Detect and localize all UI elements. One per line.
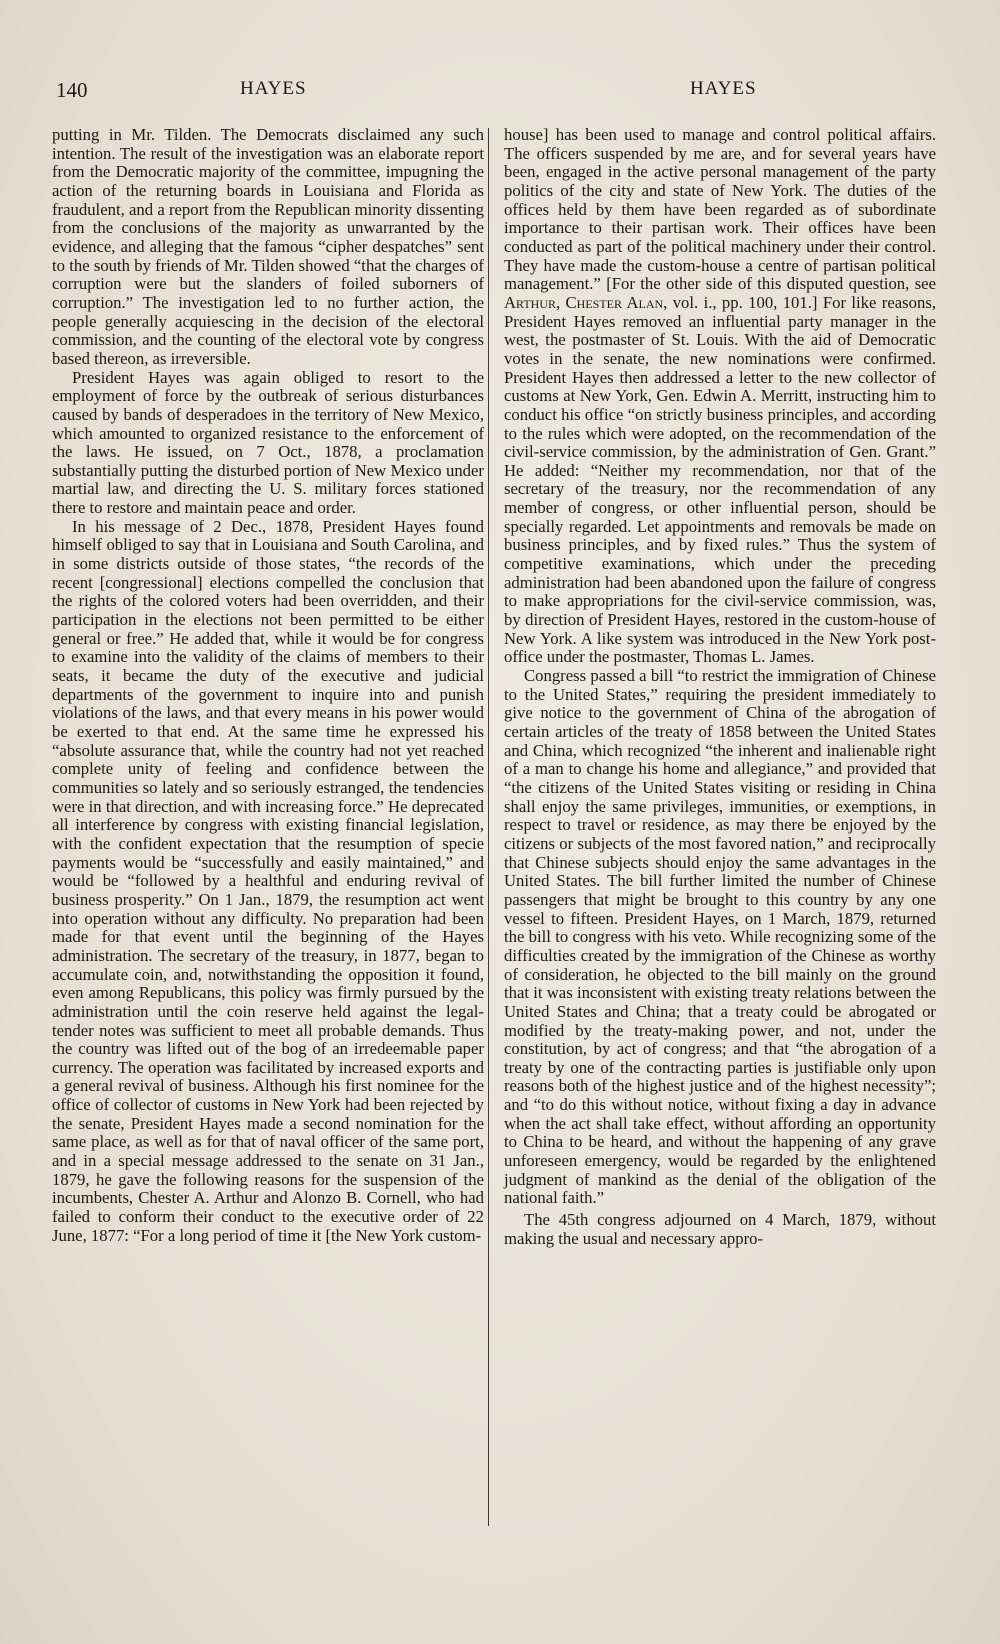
paragraph: In his message of 2 Dec., 1878, President Hayes found himself obliged to say that in Louisiana and South Carolina, and in some districts outside of those states, “the records of the recent [congressional] elections compelled the conclusion that the rights of the colored voters had been overridden, and their participation in the elections not been permitted to be either general or free.” He added that, while it would be for congress to examine into the validity of the claims of members to their seats, it became the duty of the executive and judicial departments of the government to inquire into and punish violations of the laws, and that every means in his power would be exerted to that end. At the same time he expressed his “absolute assurance that, while the country had not yet reached complete unity of feeling and confidence between the communities so lately and so seriously estranged, the tendencies were in that direction, and with increasing force.” He deprecated all interference by congress with existing financial legislation, with the confident expectation that the resumption of specie payments would be “successfully and easily maintained,” and would be “followed by a healthful and enduring revival of business prosperity.” On 1 Jan., 1879, the resumption act went into operation without any difficulty. No preparation had been made for that event until the beginning of the Hayes administration. The secretary of the treasury, in 1877, began to accumulate coin, and, notwithstanding the opposition it found, even among Republicans, this policy was firmly pursued by the administration until the coin reserve held against the legal-tender notes was sufficient to meet all probable demands. Thus the country was lifted out of the bog of an irredeemable paper currency. The operation was facilitated by increased exports and a general revival of business. Although his first nominee for the office of collector of customs in New York had been rejected by the senate, President Hayes made a second nomination for the same place, as well as for that of naval officer of the same port, and in a special message addressed to the senate on 31 Jan., 1879, he gave the following reasons for the suspension of the incumbents, Chester A. Arthur and Alonzo B. Cornell, who had failed to conform their conduct to the executive order of 22 June, 1877: “For a long period of time it [the New York custom- — [52, 516, 484, 1245]
paragraph-text: , vol. i., pp. 100, 101.] For like reasons, President Hayes removed an influential party manager in the west, the postmaster of St. Louis. With the aid of Democratic votes in the senate, the new nominations were confirmed. President Hayes then addressed a letter to the new collector of customs at New York, Gen. Edwin A. Merritt, instructing him to conduct his office “on strictly business principles, and according to the rules which were adopted, on the recommendation of the civil-service commission, by the administration of Gen. Grant.” He added: “Neither my recommendation, nor that of the secretary of the treasury, nor the recommendation of any member of congress, or other influential person, should be specially regarded. Let appointments and removals be made on business principles, and by fixed rules.” Thus the system of competitive examinations, which under the preceding administration had been abandoned upon the failure of congress to make appropriations for the civil-service commission, was, by direction of President Hayes, restored in the custom-house of New York. A like system was introduced in the New York post-office under the postmaster, Thomas L. James. — [504, 292, 936, 667]
running-head-right: HAYES — [690, 78, 757, 99]
paragraph — [504, 126, 936, 667]
cross-reference: Arthur, Chester Alan — [504, 292, 664, 312]
paragraph: putting in Mr. Tilden. The Democrats disclaimed any such intention. The result of the investigation was an elaborate report from the Democratic majority of the committee, impugning the action of the returning boards in Louisiana and Florida as fraudulent, and a report from the Republican minority dissenting from the conclusions of the majority as unwarranted by the evidence, and alleging that the famous “cipher despatches” sent to the south by friends of Mr. Tilden showed “that the charges of corruption were but the slanders of foiled suborners of corruption.” The investigation led to no further action, the people generally acquiescing in the decision of the electoral commission, and the counting of the electoral vote by congress based thereon, as irreversible. — [52, 125, 484, 368]
running-head-left: HAYES — [240, 78, 307, 99]
page-number: 140 — [56, 78, 88, 102]
paragraph-text: house] has been used to manage and control political affairs. The officers suspended by me are, and for several years have been, engaged in the active personal management of the party politics of the city and state of New York. The duties of the offices held by them have been regarded as of subordinate importance to their partisan work. Their offices have been conducted as part of the political machinery under their control. They have made the custom-house a centre of partisan political management.” [For the other side of this disputed question, see — [504, 125, 936, 294]
right-column — [504, 126, 936, 1248]
left-column — [52, 126, 484, 1245]
paragraph: President Hayes was again obliged to resort to the employment of force by the outbreak of serious disturbances caused by bands of desperadoes in the territory of New Mexico, which amounted to organized resistance to the enforcement of the laws. He issued, on 7 Oct., 1878, a proclamation substantially putting the disturbed portion of New Mexico under martial law, and directing the U. S. military forces stationed there to restore and maintain peace and order. — [52, 367, 484, 518]
column-divider — [488, 128, 489, 1526]
paragraph: The 45th congress adjourned on 4 March, 1879, without making the usual and necessary appro- — [504, 1210, 936, 1248]
paragraph: Congress passed a bill “to restrict the immigration of Chinese to the United States,” requiring the president immediately to give notice to the government of China of the abrogation of certain articles of the treaty of 1858 between the United States and China, which recognized “the inherent and inalienable right of a man to change his home and allegiance,” and provided that “the citizens of the United States visiting or residing in China shall enjoy the same privileges, immunities, or exemptions, in respect to travel or residence, as may there be enjoyed by the citizens or subjects of the most favored nation,” and reciprocally that Chinese subjects should enjoy the same advantages in the United States. The bill further limited the number of Chinese passengers that might be brought to this country by any one vessel to fifteen. President Hayes, on 1 March, 1879, returned the bill to congress with his veto. While recognizing some of the difficulties created by the immigration of the Chinese as worthy of consideration, he objected to the bill mainly on the ground that it was inconsistent with existing treaty relations between the United States and China; that a treaty could be abrogated or modified by the treaty-making power, and not, under the constitution, by act of congress; and that “the abrogation of a treaty by one of the contracting parties is justifiable only upon reasons both of the highest justice and of the highest necessity”; and “to do this without notice, without fixing a day in advance when the act shall take effect, without affording an opportunity to China to be heard, and without the happening of any grave unforeseen emergency, would be regarded by the enlightened judgment of mankind as the denial of the obligation of the national faith.” — [504, 666, 936, 1208]
